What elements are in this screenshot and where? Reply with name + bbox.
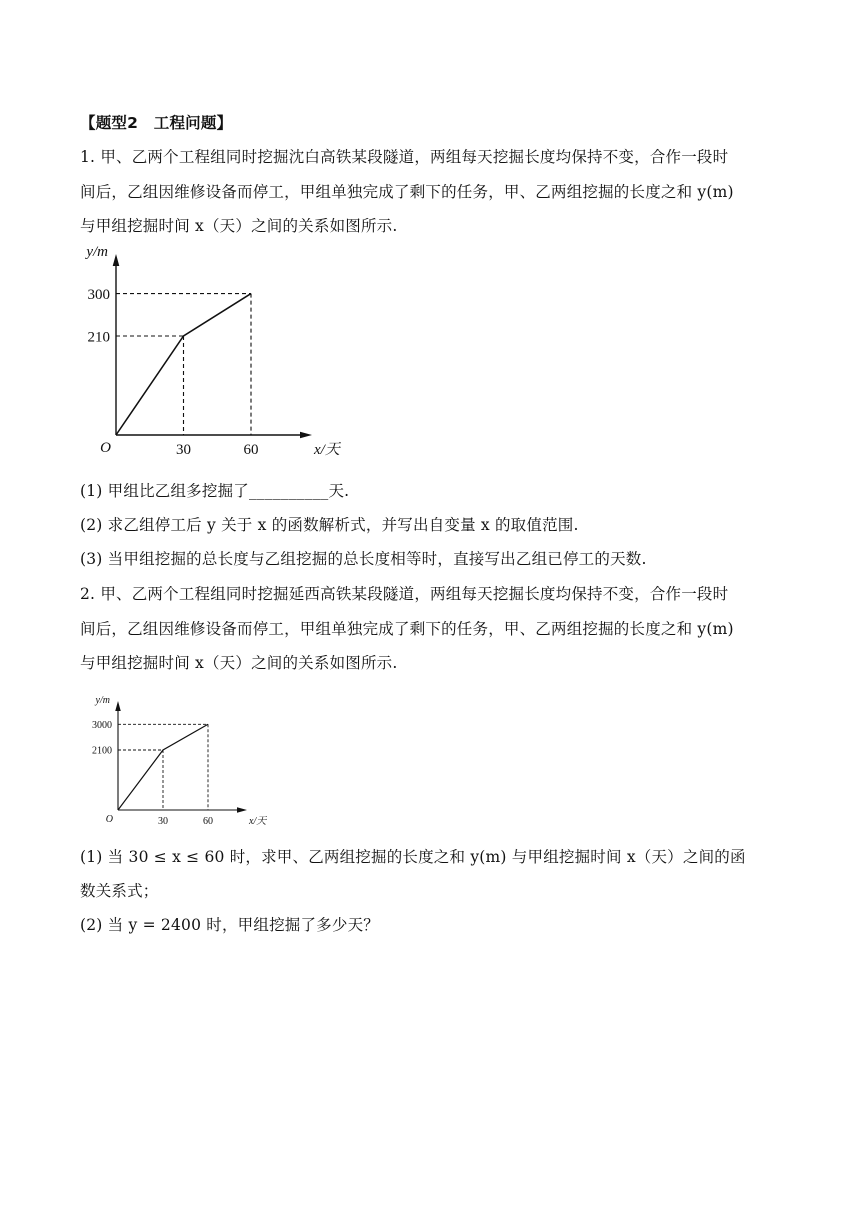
q1-line-3: 与甲组挖掘时间 x（天）之间的关系如图所示. — [80, 217, 398, 235]
y-tick-label: 2100 — [92, 745, 112, 757]
x-tick-label: 60 — [243, 442, 259, 458]
y-tick-label: 300 — [87, 286, 110, 303]
y-axis-arrow — [115, 701, 121, 711]
y-tick-label: 210 — [87, 329, 110, 346]
x-tick-label: 30 — [176, 442, 191, 458]
origin-label: O — [105, 814, 113, 825]
q2-line-2: 间后，乙组因维修设备而停工，甲组单独完成了剩下的任务，甲、乙两组挖掘的长度之和 y(m) — [80, 620, 734, 638]
q1-sub-2: (2) 求乙组停工后 y 关于 x 的函数解析式，并写出自变量 x 的取值范围. — [80, 516, 579, 534]
x-axis-arrow — [237, 807, 247, 813]
origin-label: O — [100, 440, 111, 456]
y-tick-label: 3000 — [92, 719, 112, 731]
q1-sub-3: (3) 当甲组挖掘的总长度与乙组挖掘的总长度相等时，直接写出乙组已停工的天数. — [80, 550, 647, 568]
y-axis-label: y/m — [86, 244, 108, 260]
q2-sub-2: (2) 当 y = 2400 时，甲组挖掘了多少天？ — [80, 916, 379, 934]
x-axis-arrow — [300, 432, 312, 439]
q1-graph — [72, 244, 340, 466]
section-heading: 【题型2 工程问题】 — [80, 114, 233, 132]
q2-line-3: 与甲组挖掘时间 x（天）之间的关系如图所示. — [80, 654, 398, 672]
q2-line-1: 2. 甲、乙两个工程组同时挖掘延西高铁某段隧道，两组每天挖掘长度均保持不变，合作一段时 — [80, 585, 729, 603]
q2-sub-1a: (1) 当 30 ≤ x ≤ 60 时，求甲、乙两组挖掘的长度之和 y(m) 与甲组挖掘时间 x（天）之间的函 — [80, 848, 746, 866]
q1-line-2: 间后，乙组因维修设备而停工，甲组单独完成了剩下的任务，甲、乙两组挖掘的长度之和 y(m) — [80, 183, 734, 201]
x-tick-label: 30 — [158, 816, 168, 827]
q1-sub-1: (1) 甲组比乙组多挖掘了__________天. — [80, 482, 350, 500]
q2-sub-1b: 数关系式； — [80, 882, 159, 900]
q2-graph — [72, 682, 272, 832]
x-axis-label: x/天 — [314, 442, 340, 458]
x-axis-label: x/天 — [249, 816, 267, 827]
y-axis-label: y/m — [95, 695, 110, 706]
y-axis-arrow — [113, 254, 120, 266]
x-tick-label: 60 — [203, 816, 213, 827]
q1-line-1: 1. 甲、乙两个工程组同时挖掘沈白高铁某段隧道，两组每天挖掘长度均保持不变，合作一段时 — [80, 148, 729, 166]
